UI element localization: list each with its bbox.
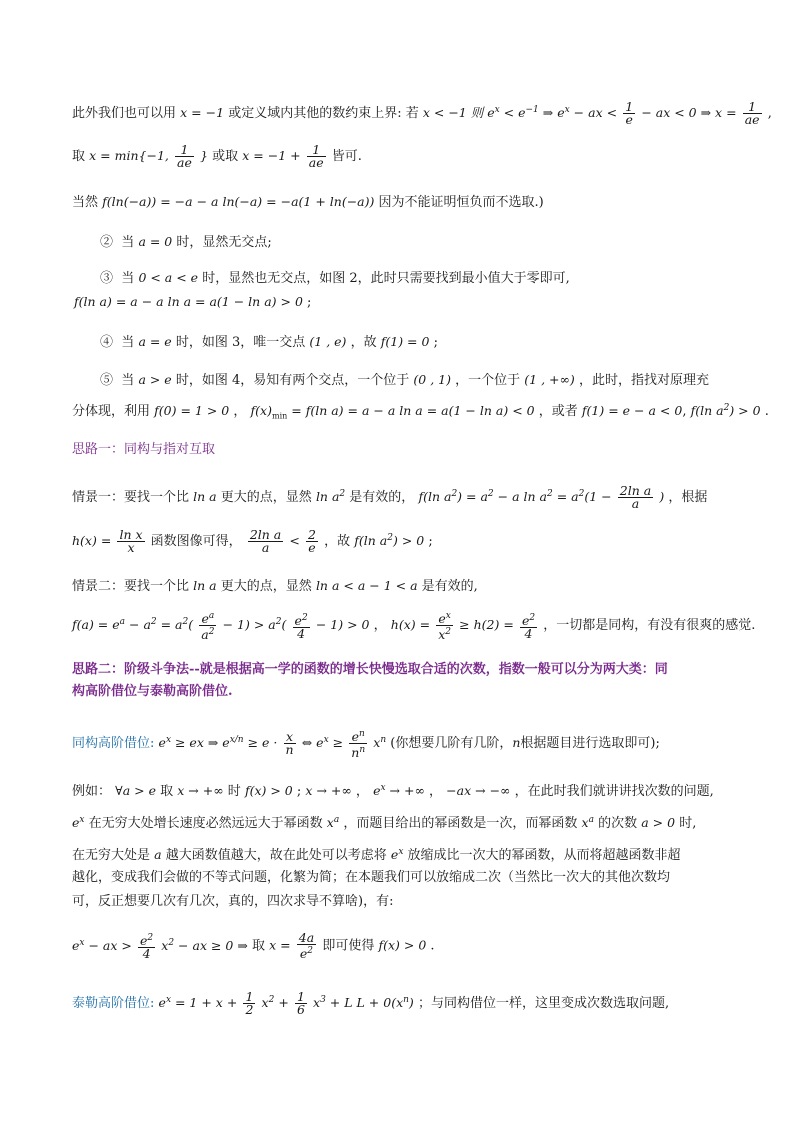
math: a = e bbox=[138, 334, 172, 349]
sub: min bbox=[271, 411, 288, 421]
text-line: 可，反正想要几次有几次，真的，四次求导不算啥)，有: bbox=[72, 894, 394, 909]
text: 更大的点，显然 bbox=[220, 490, 312, 506]
text: ，一个位于 bbox=[455, 373, 521, 388]
math: x = −1 + bbox=[242, 148, 301, 163]
case-item bbox=[100, 232, 734, 253]
fraction: $\frac{2}{e}$ bbox=[308, 527, 316, 556]
text: 时，显然也无交点，如图 2，此时只需要找到最小值大于零即可, bbox=[202, 271, 570, 286]
math: = f(ln a) = a − a ln a = a(1 − ln a) < 0 bbox=[287, 403, 535, 419]
text-line: $f(a) = e^a - a^2 = a^2$( $\frac{e^a}{a^2}$ − $1) > a^2$( $\frac{e^2}{4}$ − 1) > 0 ， h(x) = $\frac{e^x}{x^2}$ ≥ h(2) = $\frac{e^2}{4}$ ，一切都是同构，有没有很爽的感觉. bbox=[72, 611, 756, 643]
math: f(ln a bbox=[690, 403, 724, 419]
text: 当 bbox=[121, 373, 135, 388]
punct: ; bbox=[307, 295, 312, 310]
text-line: 情景二：要找一个比 ln a 更大的点，显然 ln a < a − 1 < a 是有效的, bbox=[72, 578, 478, 594]
text: ，根据 bbox=[668, 490, 708, 506]
math: ⇒ e bbox=[538, 105, 565, 121]
math: − ax < bbox=[569, 105, 618, 121]
math: h(x) = bbox=[72, 533, 112, 549]
math: (0 , 1) bbox=[413, 372, 451, 387]
math: a = 0 bbox=[138, 234, 173, 249]
text: ，故 bbox=[324, 534, 351, 550]
fraction: $\frac{\text{2ln a}}{a}$ bbox=[619, 483, 652, 512]
math: ) > 0 bbox=[729, 403, 761, 419]
text: 更大的点，显然 bbox=[220, 579, 312, 594]
text: 是有效的, bbox=[421, 579, 478, 594]
subsection-label: 同构高阶借位: bbox=[72, 736, 155, 752]
text-line bbox=[72, 192, 734, 213]
text: 当 bbox=[121, 235, 135, 250]
text: 分体现，利用 bbox=[72, 404, 151, 420]
text: 因为不能证明恒负而不选取.) bbox=[378, 195, 544, 210]
text: ，此时，指找对原理充 bbox=[578, 373, 709, 388]
math: 0 < a < e bbox=[138, 270, 199, 285]
text: 此外我们也可以用 bbox=[72, 106, 177, 122]
text: 时，如图 4，易知有两个交点，一个位于 bbox=[175, 373, 410, 388]
fraction: $\frac{1}{2}$ bbox=[245, 989, 254, 1018]
math: (1 , e) bbox=[309, 334, 347, 349]
fraction: $\frac{4a}{e^2}$ bbox=[298, 930, 315, 962]
text-line: 情景一：要找一个比 ln a 更大的点，显然 $\ln a^2$ 是有效的， f(ln $a^2) = a^2 - a$ $\ln a^2 = a^2(1$ − $\frac{\text{2ln a}}{a}$ ) ，根据 bbox=[72, 483, 708, 512]
sup: x bbox=[564, 105, 570, 115]
math: ln a bbox=[315, 489, 340, 505]
case-item bbox=[100, 332, 734, 353]
sup: x bbox=[494, 105, 500, 115]
section-heading: 思路二：阶级斗争法--就是根据高一学的函数的增长快慢选取合适的次数，指数一般可以分为两大类：同 bbox=[72, 662, 668, 677]
text-line: $e^x$ 在无穷大处增长速度必然远远大于幂函数 $x^a$ ，而题目给出的幂函数是一次，而幂函数 $x^a$ 的次数 a > 0 时, bbox=[72, 815, 697, 832]
section-heading: 构高阶借位与泰勒高阶借位. bbox=[72, 684, 233, 699]
text: (你想要几阶有几阶， bbox=[390, 736, 513, 752]
text: ，或者 bbox=[538, 404, 578, 420]
text: 当然 bbox=[72, 195, 99, 210]
punct: ， bbox=[233, 404, 247, 420]
text-line bbox=[72, 144, 734, 169]
fraction: $\frac{1}{ae}$ bbox=[308, 142, 324, 170]
text: 是有效的， bbox=[349, 490, 415, 506]
math: } bbox=[200, 148, 208, 163]
math: f(1) = 0 bbox=[380, 334, 430, 349]
fraction: $\frac{e^a}{a^2}$ bbox=[201, 611, 215, 643]
text-line bbox=[74, 292, 734, 313]
punct: , bbox=[767, 106, 772, 122]
fraction: $\frac{e^x}{x^2}$ bbox=[438, 611, 452, 643]
fraction: $\frac{e^2}{4}$ bbox=[521, 612, 536, 641]
fraction: $\frac{\text{2ln a}}{a}$ bbox=[249, 527, 282, 556]
fraction: $\frac{1}{ae}$ bbox=[744, 99, 760, 128]
text: 或取 bbox=[212, 149, 239, 164]
text: 取 bbox=[72, 149, 86, 164]
text: ；与同构借位一样，这里变成次数选取问题, bbox=[417, 996, 670, 1012]
sup: −1 bbox=[525, 105, 539, 115]
text-line: 例如： ∀a > e 取 x → +∞ 时 f(x) > 0 ; x → +∞ ， $e^x$ → +∞ ， −ax → −∞ ，在此时我们就讲讲找次数的问题, bbox=[72, 783, 714, 800]
text: 当 bbox=[121, 335, 135, 350]
text: 时，如图 3，唯一交点 bbox=[175, 335, 306, 350]
fraction: $\frac{1}{6}$ bbox=[296, 989, 305, 1018]
punct: ; bbox=[433, 335, 438, 350]
circled-number: ⑤ bbox=[100, 373, 114, 388]
text: 当 bbox=[121, 271, 135, 286]
text-line: $e^x$ − ax > $\frac{e^2}{4}$ $x^2$ − ax ≥ 0 ⇒ 取 x = $\frac{4a}{e^2}$ 即可使得 f(x) > 0 . bbox=[72, 930, 435, 962]
fraction: $\frac{\text{ln x}}{x}$ bbox=[119, 527, 143, 556]
text: 时，显然无交点; bbox=[176, 235, 272, 250]
text: 情景一：要找一个比 bbox=[72, 490, 190, 506]
text: 情景二：要找一个比 bbox=[72, 579, 190, 594]
text-line: 越化，变成我们会做的不等式问题，化繁为简；在本题我们可以放缩成二次（当然比一次大的其他次数均 bbox=[72, 870, 671, 885]
math: f(ln a) = a − a ln a = a(1 − ln a) > 0 bbox=[74, 294, 303, 309]
circled-number: ③ bbox=[100, 271, 114, 286]
math: x = −1 bbox=[180, 105, 225, 121]
math: x = min{−1, bbox=[89, 148, 169, 163]
punct: . bbox=[764, 404, 769, 420]
fraction: $\frac{1}{ae}$ bbox=[177, 142, 192, 170]
math: f(x) bbox=[250, 403, 272, 419]
fraction: $\frac{e^2}{4}$ bbox=[140, 933, 154, 962]
text-line: 分体现，利用 f(0) = 1 > 0 ， $f(x)_{min} = f(\ln$ a) = a − a ln a = a(1 − ln a) < 0 ，或者 f(1) = e − a < 0, f(ln $a^2) > 0$ . bbox=[72, 403, 769, 421]
math: − ax < 0 ⇒ x = bbox=[641, 105, 737, 121]
fraction: $\frac{x}{n}$ bbox=[285, 729, 294, 758]
math: f(1) = e − a < 0 bbox=[581, 403, 683, 419]
math: a > e bbox=[138, 372, 172, 387]
text-line: h(x) = $\frac{\text{ln x}}{x}$ 函数图像可得， $\frac{\text{2ln a}}{a}$ < $\frac{2}{e}$ ，故 f(ln $a^2) > 0$ ; bbox=[72, 527, 433, 556]
math: < e bbox=[499, 105, 526, 121]
text: ，故 bbox=[350, 335, 377, 350]
text: 根据题目进行选取即可); bbox=[520, 736, 660, 752]
circled-number: ④ bbox=[100, 335, 114, 350]
text-line bbox=[72, 99, 772, 128]
math: ln a bbox=[193, 489, 217, 505]
case-item bbox=[100, 268, 734, 289]
sup: 2 bbox=[723, 403, 730, 413]
math: f(0) = 1 > 0 bbox=[154, 403, 230, 419]
math: (1 , +∞) bbox=[524, 372, 575, 387]
text: 函数图像可得， bbox=[150, 534, 242, 550]
text: 或定义域内其他的数约束上界: 若 bbox=[228, 106, 419, 122]
section-heading: 思路一：同构与指对互取 bbox=[72, 442, 216, 457]
subsection-label: 泰勒高阶借位: bbox=[72, 996, 155, 1012]
text-line: 在无穷大处是 a 越大函数值越大，故在此处可以考虑将 $e^x$ 放缩成比一次大的幂函数，从而将超越函数非超 bbox=[72, 847, 681, 864]
text: 皆可. bbox=[331, 149, 362, 164]
text-line: 泰勒高阶借位: $e^x = 1 + x$ + $\frac{1}{2}$ $x^2$ + $\frac{1}{6}$ $x^3 + L$ $L + 0(x^n)$ ；与同构借位一样，这里变成次数选取问题, bbox=[72, 989, 670, 1018]
fraction: $\frac{e^2}{4}$ bbox=[294, 612, 308, 641]
text: ，一切都是同构，有没有很爽的感觉. bbox=[543, 618, 756, 634]
math: f(ln(−a)) = −a − a ln(−a) = −a(1 + ln(−a)) bbox=[102, 194, 375, 209]
text-line: 同构高阶借位: $e^x$ ≥ ex ⇒ $e^{x/n} \ge e$ · $\frac{x}{n}$ ⇔ $e^x$ ≥ $\frac{e^n}{n^n}$ $x^n$ (你想要几阶有几阶，n根据题目进行选取即可); bbox=[72, 729, 660, 761]
circled-number: ② bbox=[100, 235, 114, 250]
fraction: $\frac{1}{e}$ bbox=[625, 99, 634, 128]
fraction: $\frac{e^n}{n^n}$ bbox=[351, 729, 366, 761]
case-item bbox=[100, 370, 734, 391]
math: x < −1 则 e bbox=[422, 105, 495, 121]
